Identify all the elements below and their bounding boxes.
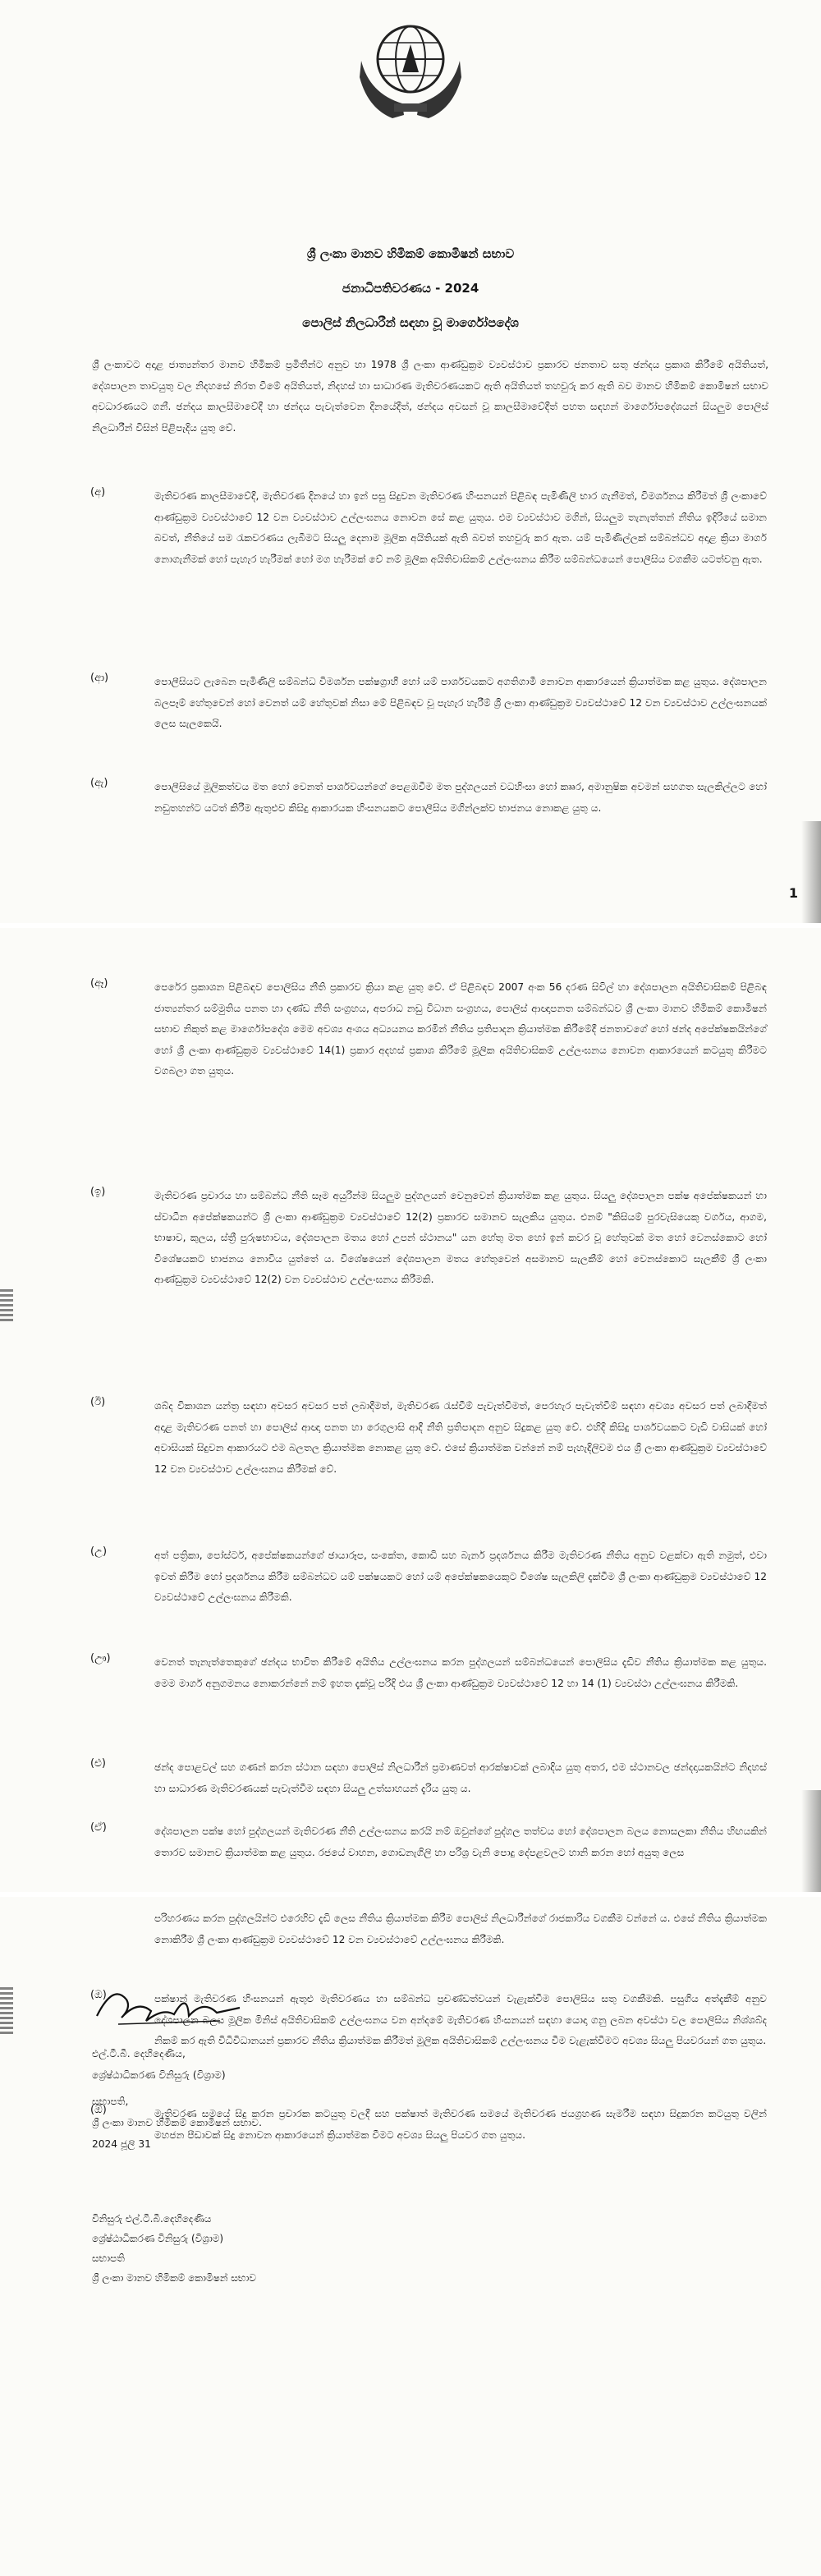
item-marker: (ඌ) (90, 1652, 111, 1665)
handwritten-signature (89, 1975, 245, 2032)
org-title: ශ්‍රී ලංකා මානව හිමිකම් කොමිෂන් සභාව (306, 246, 515, 261)
item-marker: (උ) (90, 1545, 108, 1558)
item-marker: (ඒ) (90, 1821, 107, 1834)
item-marker: (ඊ) (90, 1396, 106, 1408)
continuation-paragraph: පරිහරණය කරන පුද්ගලයින්ට එරෙහිව දැඩි ලෙස නීතිය ක්‍රියාත්මක කිරීම පොලිස් නිලධාරීන්ගේ රාජකාරිය වගකීම වන්නේ ය. එසේ නීතිය ක්‍රියාත්මක නොකිරීම ශ්‍රී ලංකා ආණ්ඩුක්‍රම ව්‍යවස්ථාවේ 12 වන ව්‍යවස්ථාවේ උල්ලංඝනය කිරීමකි. (154, 1912, 767, 1945)
signature-date: 2024 ජූලි 31 (92, 2138, 151, 2150)
item-text: පක්ෂාන් මැතිවරණ හිංසනයන් ඇතුළු මැතිවරණය හා සම්බන්ධ ප්‍රචණ්ඩත්වයන් වැළැක්වීම පොලිසිය සතු වගකීමකි. පසුගිය අත්දැකීම් අනුව දේශපාලන බලය මූලික මිනිස් අයිතිවාසිකම් උල්ලංඝනය වන අන්දමේ මැතිවරණ හිංසනයන් සඳහා යොදා ගනු ලබන අවස්ථා වල පොලිසිය නිශ්ශබ්ද නිකම් කර ඇති විධිවිධානයන් ප්‍රකාරව නීතිය ක්‍රියාත්මක කිරීමත් මූලික අයිතිවාසිකම් උල්ලංඝනය වීම වැළැක්වීමට අවශ්‍ය සියලු පියවරයන් ගත යුතුය. (154, 1993, 767, 2047)
stamp-line: විනිසුරු එල්.ටී.බී.දෙහිදෙණිය (92, 2213, 212, 2225)
item-text: දේශපාලන පක්ෂ හෝ පුද්ගලයන් මැතිවරණ නීති උල්ලංඝනය කරයි නම් ඔවුන්ගේ පුද්ගල තත්වය හෝ දේශපාලන බලය නොසලකා නීතිය හිඟයකින් තොරව සමානව ක්‍රියාත්මක කළ යුතුය. රජයේ වාහන, ගොඩනැගිලි හා පරිශ්‍ර වැනි පොදු දේපළවලට හානි කරන හෝ අයුතු ලෙස (154, 1825, 767, 1858)
scan-shadow (801, 1790, 821, 1897)
stamp-line: ශ්‍රී ලංකා මානව හිමිකම් කොමිෂන් සභාව (92, 2272, 256, 2284)
hrc-emblem-icon (353, 11, 468, 126)
item-text: වෙනත් තැනැත්තෙකුගේ ඡන්දය භාවිත කිරීමේ අයිතිය උල්ලංඝනය කරන පුද්ගලයන් සම්බන්ධයෙන් පොලිසිය දැඩිව නීතිය ක්‍රියාත්මක කළ යුතුය. මෙම මාර්ග අනුගමනය නොකරන්නේ නම් ඉහත දැක්වූ පරිදි එය ශ්‍රී ලංකා ආණ්ඩුක්‍රම ව්‍යවස්ථාවේ 12 හා 14 (1) ව්‍යවස්ථා උල්ලංඝනය කිරීමකි. (154, 1656, 767, 1689)
item-text: පොලීසියේ මූලිකත්වය මත හෝ වෙනත් පාර්ශවයන්ගේ පෙළඹවීම මත පුද්ගලයන් වධහිංසා හෝ කෲර, අමානුෂික අවමන් සහගත සැලකිල්ලට හෝ නඩුතහන්ට යටත් කිරීම ඇතුළුව කිසිදු ආකාරයක හිංසනයකට පොලීසිය මගින්ලක්ව භාජනය නොකළ යුතු ය. (154, 781, 767, 814)
item-marker: (ඕ) (90, 2104, 107, 2116)
item-marker: (ආ) (90, 672, 109, 684)
document-subject: පොලිස් නිලධාරීන් සඳහා වූ මාර්ගෝපදේශ (302, 315, 519, 330)
item-marker: (ඇ) (90, 777, 108, 789)
item-text: පෙරේර ප්‍රකාශන පිළිබඳව පොලිසිය නීති ප්‍රකාරව ක්‍රියා කළ යුතු වේ. ඒ පිළිබඳව 2007 අංක 56 දරණ සිවිල් හා දේශපාලන අයිතිවාසිකම් පිළිබඳ ජාත්‍යන්තර සම්මුතිය පනත හා දණ්ඩ නීති සංග්‍රහය, අපරාධ නඩු විධාන සංග්‍රහය, පොලිස් ආඥාපනත සම්බන්ධව ශ්‍රී ලංකා මානව හිමිකම් කොමිෂන් සභාව නිකුත් කළ මාර්ගෝපදේශ මෙම අවශ්‍ය අංශය අධ්‍යයනය කරමින් නීතිය ප්‍රතිපාදන ක්‍රියාත්මක කිරීමේදී ජනතාවගේ හෝ ඡන්ද අපේක්ෂකයින්ගේ හෝ ශ්‍රී ලංකා ආණ්ඩුක්‍රම ව්‍යවස්ථාවේ 14(1) ප්‍රකාර අදහස් ප්‍රකාශ කිරීමේ මූලික අයිතිවාසිකම් උල්ලංඝනය නොවන ආකාරයෙන් කටයුතු කිරීමට වගබලා ගත යුතුය. (154, 981, 767, 1077)
signatory-org: ශ්‍රී ලංකා මානව හිමිකම් කොමිෂන් සභාව. (92, 2117, 262, 2128)
item-text: පොලීසියට ලැබෙන පැමිණිලි සම්බන්ධ විමර්ශන පක්ෂග්‍රාහී හෝ යම් පාර්ශවයකට අගතිගාමී නොවන ආකාරයෙන් ක්‍රියාත්මක කළ යුතුය. දේශපාලන බලපෑම් හේතුවෙන් හෝ වෙනත් යම් හේතුවක් නිසා මේ පිළිබඳව වූ පැහැර හැරීම් ශ්‍රී ලංකා ආණ්ඩුක්‍රම ව්‍යවස්ථාවේ 12 වන ව්‍යවස්ථාව උල්ලංඝනයක් ලෙස සැලකෙයි. (154, 676, 767, 730)
page-number: 1 (788, 885, 798, 901)
scan-mark (0, 1289, 13, 1322)
document-page-1 (0, 0, 821, 928)
scan-mark (0, 1987, 13, 2036)
item-text: මැතිවරණ ප්‍රචාරය හා සම්බන්ධ නීති සෑම අයුරින්ම සියලුම පුද්ගලයන් වෙනුවෙන් ක්‍රියාත්මක කළ යුතුය. සියලු දේශපාලන පක්ෂ අපේක්ෂකයන් හා ස්වාධීන අපේක්ෂකයන්ට ශ්‍රී ලංකා ආණ්ඩුක්‍රම ව්‍යවස්ථාවේ 12(2) ප්‍රකාරව සමානව සැලකිය යුතුය. එනම් "කිසියම් පුරවැසියෙකු වර්ගය, ආගම, භාෂාව, කුලය, ස්ත්‍රී පුරුෂභාවය, දේශපාලන මතය හෝ උපන් ස්ථානය" යන හේතු මත හෝ ඉන් කවර වූ හේතුවක් මත හෝ වෙනස්කොට හෝ විශේෂයකට භාජනය නොවිය යුත්තේ ය. විශේෂයෙන් දේශපාලන මතය හේතුවෙන් අසමානව සැලකීම් හෝ වෙනස්කොට සැලකීම් ශ්‍රී ලංකා ආණ්ඩුක්‍රම ව්‍යවස්ථාවේ 12(2) වන ව්‍යවස්ථාව උල්ලංඝනය කිරීමකි. (154, 1190, 767, 1286)
intro-paragraph: ශ්‍රී ලංකාවට අදාළ ජාත්‍යන්තර මානව හිමිකම් ප්‍රමිතීන්ට අනුව හා 1978 ශ්‍රී ලංකා ආණ්ඩුක්‍රම ව්‍යවස්ථාව ප්‍රකාරව ජනතාව සතු ඡන්දය ප්‍රකාශ කිරීමේ අයිතියත්, දේශපාලන තාවයුතු වල නිදහසේ නිරත වීමේ අයිතියත්, නිදහස් හා සාධාරණ මැතිවරණයකට ඇති අයිතියත් තහවුරු කර ඇති බව මානව හිමිකම් කොමිෂන් සභාව අවධාරණයට ගනී. ඡන්දය කාලසීමාවේදී හා ඡන්දය පැවැත්වෙන දිනයේදීත්, ඡන්දය අවසන් වූ කාලසීමාවේදීත් පහත සඳහන් මාර්ගෝපදේශයන් සියලුම පොලිස් නිලධාරීන් විසින් පිළිපැදිය යුතු වේ. (92, 359, 768, 434)
scan-shadow (801, 821, 821, 928)
item-text: මැතිවරණ සමයේ සිදු කරන ප්‍රචාරක කටයුතු වලදී සහ පක්ෂාත් මැතිවරණ සමයේ මැතිවරණ ජයග්‍රහණ සැමරීම සඳහා සිදුකරන කටයුතු වලින් මහජන පීඩාවක් සිදු නොවන ආකාරයෙන් ක්‍රියාත්මක වීමට අවශ්‍ය සියලු පියවර ගත යුතුය. (154, 2108, 767, 2141)
item-text: ඡන්ද පොළවල් සහ ගණන් කරන ස්ථාන සඳහා පොලිස් නිලධාරීන් ප්‍රමාණවත් ආරක්ෂාවක් ලබාදිය යුතු අතර, එම ස්ථානවල ඡන්දදායකයින්ට නිදහස් හා සාධාරණ මැතිවරණයක් පැවැත්වීම සඳහා සියලු උත්සාහයන් දැරිය යුතු ය. (154, 1761, 767, 1794)
item-text: අත් පත්‍රිකා, පෝස්ටර්, අපේක්ෂකයන්ගේ ඡායාරූප, සංකේත, කොඩි සහ බැනර් ප්‍රදර්ශනය කිරීම මැතිවරණ නීතිය අනුව වළක්වා ඇති නමුත්, එවා ඉවත් කිරීම හෝ ප්‍රදර්ශනය කිරීම සම්බන්ධව යම් පක්ෂයකට හෝ යම් අපේක්ෂකයෙකුට විශේෂ සැලකිලි දැක්වීම ශ්‍රී ලංකා ආණ්ඩුක්‍රම ව්‍යවස්ථාවේ 12 ව්‍යවස්ථාවේ උල්ලංඝනය කිරීමකි. (154, 1550, 767, 1604)
stamp-line: සභාපති (92, 2252, 125, 2264)
item-text: මැතිවරණ කාලසීමාවේදී, මැතිවරණ දිනයේ හා ඉන් පසු සිදුවන මැතිවරණ හිංසනයන් පිළිබඳ පැමිණිලි භාර ගැනීමත්, විමර්ශනය කිරීමත් ශ්‍රී ලංකාවේ ආණ්ඩුක්‍රම ව්‍යවස්ථාවේ 12 වන ව්‍යවස්ථාව උල්ලංඝනය නොවන සේ කළ යුතුය. එම ව්‍යවස්ථාව මගින්, සියලුම තැනැත්තන් නීතිය ඉදිරියේ සමාන බවත්, නීතියේ සම රැකවරණය ලැබීමට සියලු දෙනාම මූලික අයිතියක් ඇති බවත් තහවුරු කර ඇත. යම් පැමිණිල්ලක් සම්බන්ධව අදාළ ක්‍රියා මාර්ග නොගැනීමක් හෝ පැහැර හැරීමක් හෝ මග හැරීමක් වේ නම් මූලික අයිතිවාසිකම් උල්ලංඝනය කිරීම සම්බන්ධයෙන් පොලීසිය වගකීම යටත්වනු ඇත. (154, 490, 767, 565)
signatory-role: සභාපති, (92, 2096, 129, 2107)
signatory-title: ශ්‍රේෂ්ඨාධිකරණ විනිසුරු (විශ්‍රාම) (92, 2069, 226, 2081)
item-marker: (අ) (90, 486, 106, 498)
item-marker: (ඈ) (90, 977, 108, 990)
item-marker: (එ) (90, 1757, 106, 1770)
signatory-name: එල්.ටී.බී. දෙහිදෙණිය, (92, 2048, 186, 2059)
item-marker: (ඉ) (90, 1186, 106, 1198)
item-marker: (ඔ) (90, 1989, 107, 2001)
document-page-2 (0, 928, 821, 1897)
stamp-line: ශ්‍රේෂ්ඨාධිකරණ විනිසුරු (විශ්‍රාම) (92, 2233, 224, 2244)
election-title: ජනාධිපතිවරණය - 2024 (342, 281, 479, 296)
item-text: ශබ්ද විකාශන යන්ත්‍ර සඳහා අවසර අවසර පත් ලබාදීමත්, මැතිවරණ රැස්වීම් පැවැත්වීමත්, පෙරහැර පැවැත්වීම් සඳහා අවශ්‍ය අවසර පත් ලබාදීමත් අදාළ මැතිවරණ පනත් හා පොලිස් ආඥා පනත හා රෙගුලාසි ආදී නීති ප්‍රතිපාදන අනුව සිදුකළ යුතු වේ. එහිදී කිසිදු පාර්ශවයකට වැඩි වාසියක් හෝ අවාසියක් සිදුවන ආකාරයට එම බලතල ක්‍රියාත්මක නොකළ යුතු වේ. එසේ ක්‍රියාත්මක වන්නේ නම් පැහැදිලිවම එය ශ්‍රී ලංකා ආණ්ඩුක්‍රම ව්‍යවස්ථාවේ 12 වන ව්‍යවස්ථාව උල්ලංඝනය කිරීමක් වේ. (154, 1400, 767, 1475)
